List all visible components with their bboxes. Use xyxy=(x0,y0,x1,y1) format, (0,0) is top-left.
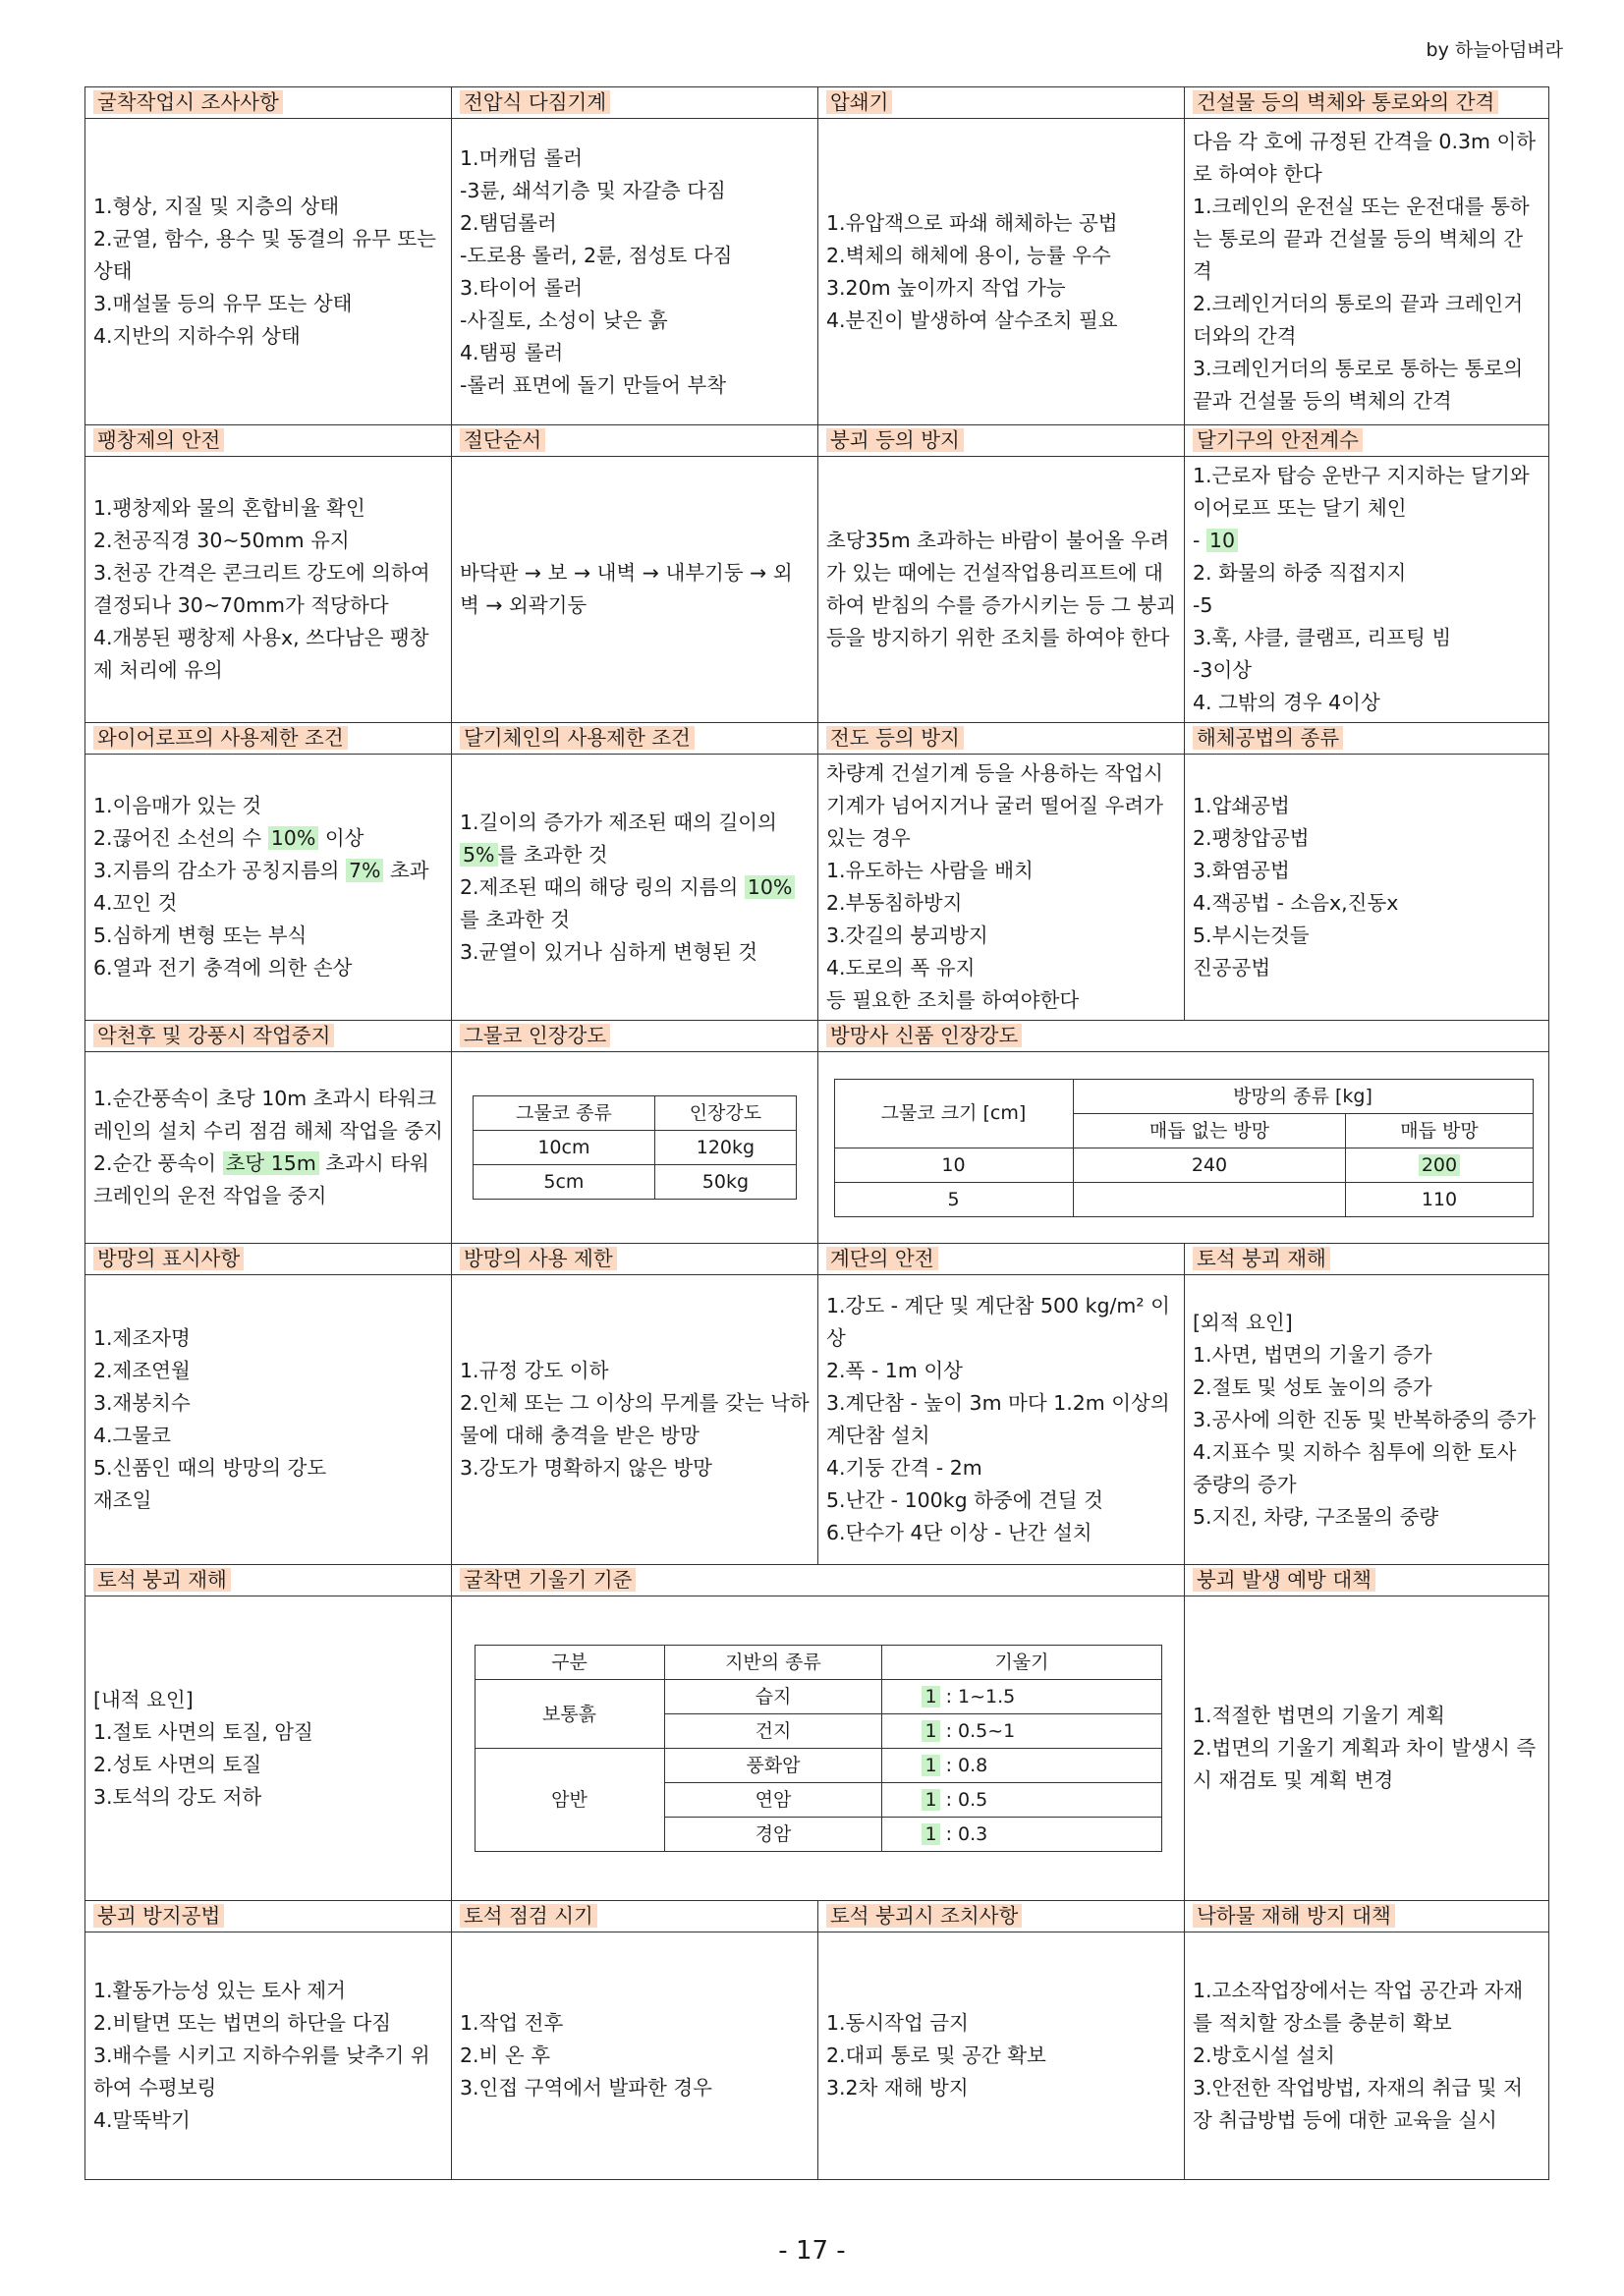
text-line: 3.갓길의 붕괴방지 xyxy=(826,924,988,947)
section-title: 절단순서 xyxy=(460,428,545,452)
slope-cell xyxy=(882,1749,1161,1783)
section-title: 토석 점검 시기 xyxy=(460,1904,597,1928)
text-line: 3.20m 높이까지 작업 가능 xyxy=(826,275,1066,300)
text-line: 3.크레인거더의 통로로 통하는 통로의 끝과 건설물 등의 벽체의 간격 xyxy=(1193,357,1524,413)
section-title: 굴착면 기울기 기준 xyxy=(460,1568,636,1592)
section-title: 붕괴 등의 방지 xyxy=(826,428,964,452)
section-content xyxy=(1193,1307,1540,1534)
section-body-cell xyxy=(1185,1275,1549,1565)
section-title: 낙하물 재해 방지 대책 xyxy=(1193,1904,1395,1928)
section-content xyxy=(460,1355,810,1484)
text-line: 3.배수를 시키고 지하수위를 낮추기 위하여 수평보링 xyxy=(93,2044,430,2100)
slope-cell xyxy=(882,1783,1161,1818)
section-title-cell xyxy=(1185,1244,1549,1275)
section-title-cell xyxy=(452,425,818,457)
section-body-cell xyxy=(818,119,1185,425)
text-line: 3.타이어 롤러 xyxy=(460,275,584,300)
text-line: 2.벽체의 해체에 용이, 능률 우수 xyxy=(826,243,1111,267)
text-line: 1.형상, 지질 및 지층의 상태 xyxy=(93,195,340,218)
section-content xyxy=(826,757,1176,1017)
highlight-value: 200 xyxy=(1419,1154,1460,1176)
text-line: 1.동시작업 금지 xyxy=(826,2011,969,2035)
text-line: 1.유도하는 사람을 배치 xyxy=(826,859,1034,882)
text-line: 바닥판 → 보 → 내벽 → 내부기둥 → 외벽 → 외곽기둥 xyxy=(460,561,793,617)
text-line: 3.2차 재해 방지 xyxy=(826,2076,969,2100)
section-title: 그물코 인장강도 xyxy=(460,1024,610,1047)
table-cell xyxy=(1073,1182,1346,1216)
section-title: 굴착작업시 조사사항 xyxy=(93,90,283,114)
section-title: 팽창제의 안전 xyxy=(93,428,224,452)
section-body-cell xyxy=(452,1596,1185,1901)
text-line: 2.성토 사면의 토질 xyxy=(93,1752,262,1776)
text-line: 1.머캐덤 롤러 xyxy=(460,145,584,170)
text-line: 1.압쇄공법 xyxy=(1193,794,1290,817)
text-line: 3.화염공법 xyxy=(1193,859,1290,882)
page-number: - 17 - xyxy=(778,2236,846,2266)
section-title-cell xyxy=(85,1901,452,1932)
text-line: 1.크레인의 운전실 또는 운전대를 통하는 통로의 끝과 건설물 등의 벽체의 간격 xyxy=(1193,195,1530,283)
text-line: 4.도로의 폭 유지 xyxy=(826,956,976,980)
highlight-value: 10 xyxy=(1206,529,1238,552)
text-line: 1.길이의 증가가 제조된 때의 길이의 5% 를 초과한 것 xyxy=(460,810,777,867)
section-title-cell xyxy=(818,1901,1185,1932)
section-content xyxy=(93,790,443,984)
text-line: 4.기둥 간격 - 2m xyxy=(826,1456,982,1480)
section-title-cell xyxy=(1185,723,1549,755)
section-title-cell xyxy=(85,1565,452,1596)
text-line: 2.방호시설 설치 xyxy=(1193,2044,1335,2067)
table-header: 지반의 종류 xyxy=(664,1646,882,1680)
text-line: 등 필요한 조치를 하여야한다 xyxy=(826,988,1080,1012)
text-line: 1.이음매가 있는 것 xyxy=(93,794,262,817)
section-body-cell xyxy=(85,1596,452,1901)
text-line: 2.균열, 함수, 용수 및 동결의 유무 또는 상태 xyxy=(93,227,436,283)
section-title: 전압식 다짐기계 xyxy=(460,90,610,114)
table-row xyxy=(834,1148,1533,1182)
slope-ratio-base: 1 xyxy=(922,1789,939,1811)
section-title-cell xyxy=(85,1244,452,1275)
table-cell: 습지 xyxy=(664,1680,882,1714)
section-body-row xyxy=(85,119,1549,425)
table-cell: 경암 xyxy=(664,1818,882,1852)
text-line: 5.심하게 변형 또는 부식 xyxy=(93,924,308,947)
section-title: 전도 등의 방지 xyxy=(826,726,964,750)
section-content xyxy=(460,142,810,402)
table-header: 방망의 종류 [kg] xyxy=(1073,1079,1533,1113)
data-table xyxy=(473,1095,797,1200)
highlight-value: 7% xyxy=(346,859,384,882)
section-title: 건설물 등의 벽체와 통로와의 간격 xyxy=(1193,90,1498,114)
text-line: 2.순간 풍속이 초당 15m 초과시 타워크레인의 운전 작업을 중지 xyxy=(93,1151,429,1207)
text-line: 4.말뚝박기 xyxy=(93,2108,191,2132)
table-cell: 120kg xyxy=(654,1131,796,1165)
text-line: 4.탬핑 롤러 xyxy=(460,340,564,364)
section-title-cell xyxy=(85,1021,452,1052)
section-title: 붕괴 방지공법 xyxy=(93,1904,224,1928)
slope-ratio-value: : 1~1.5 xyxy=(939,1686,1016,1708)
section-title: 악천후 및 강풍시 작업중지 xyxy=(93,1024,334,1047)
table-header: 인장강도 xyxy=(654,1096,796,1131)
text-line: 1.절토 사면의 토질, 암질 xyxy=(93,1719,313,1744)
text-line: -3이상 xyxy=(1193,658,1253,682)
section-body-cell xyxy=(818,1932,1185,2180)
section-title-cell xyxy=(452,87,818,119)
section-title-cell xyxy=(1185,1901,1549,1932)
section-body-cell xyxy=(1185,457,1549,723)
text-line: 4.지표수 및 지하수 침투에 의한 토사 중량의 증가 xyxy=(1193,1439,1517,1496)
section-title-cell xyxy=(1185,87,1549,119)
slope-ratio-value: : 0.5 xyxy=(939,1789,988,1811)
text-line: 4.꼬인 것 xyxy=(93,891,178,915)
text-line: -롤러 표면에 돌기 만들어 부착 xyxy=(460,372,727,397)
table-header: 그물코 종류 xyxy=(474,1096,655,1131)
section-title: 계단의 안전 xyxy=(826,1247,938,1270)
text-line: 3.훅, 샤클, 클램프, 리프팅 빔 xyxy=(1193,626,1452,649)
text-line: 4.개봉된 팽창제 사용x, 쓰다남은 팽창제 처리에 유의 xyxy=(93,626,429,682)
text-line: 3.재봉치수 xyxy=(93,1391,191,1415)
text-line: 1.사면, 법면의 기울기 증가 xyxy=(1193,1342,1432,1367)
text-line: 2. 화물의 하중 직접지지 xyxy=(1193,561,1407,585)
slope-ratio-value: : 0.8 xyxy=(939,1755,988,1776)
section-header-row xyxy=(85,425,1549,457)
section-content xyxy=(1193,460,1540,719)
text-line: 3.토석의 강도 저하 xyxy=(93,1784,262,1809)
text-line: 5.난간 - 100kg 하중에 견딜 것 xyxy=(826,1488,1103,1512)
section-title-cell xyxy=(1185,425,1549,457)
section-content xyxy=(826,1290,1176,1549)
section-content xyxy=(826,2007,1176,2104)
slope-ratio-base: 1 xyxy=(922,1823,939,1845)
section-title-cell xyxy=(452,1021,818,1052)
table-cell: 10 xyxy=(834,1148,1073,1182)
section-title-cell xyxy=(818,1244,1185,1275)
highlight-value: 10% xyxy=(745,875,796,899)
section-title-cell xyxy=(452,723,818,755)
text-line: 2.탬덤롤러 xyxy=(460,210,557,235)
slope-ratio-base: 1 xyxy=(922,1720,939,1742)
table-group-label: 암반 xyxy=(475,1749,664,1852)
section-content xyxy=(1193,126,1540,418)
section-content xyxy=(826,525,1176,654)
text-line: 5.신품인 때의 방망의 강도 xyxy=(93,1456,327,1480)
section-title-cell xyxy=(818,1021,1549,1052)
text-line: -3륜, 쇄석기층 및 자갈층 다짐 xyxy=(460,178,726,202)
text-line: 6.단수가 4단 이상 - 난간 설치 xyxy=(826,1521,1092,1544)
text-line: 1.작업 전후 xyxy=(460,2011,564,2035)
text-line: 1.고소작업장에서는 작업 공간과 자재를 적치할 장소를 충분히 확보 xyxy=(1193,1979,1524,2035)
section-body-cell xyxy=(85,1932,452,2180)
text-line: 4.잭공법 - 소음x,진동x xyxy=(1193,891,1399,915)
slope-ratio-base: 1 xyxy=(922,1755,939,1776)
section-content xyxy=(1193,1975,1540,2137)
section-title-cell xyxy=(1185,1565,1549,1596)
text-line: 1.규정 강도 이하 xyxy=(460,1359,609,1382)
table-cell: 50kg xyxy=(654,1165,796,1200)
text-line: 2.팽창압공법 xyxy=(1193,826,1310,850)
section-title: 붕괴 발생 예방 대책 xyxy=(1193,1568,1375,1592)
section-body-cell xyxy=(818,457,1185,723)
text-line: 1.유압잭으로 파쇄 해체하는 공법 xyxy=(826,210,1118,235)
table-row xyxy=(474,1131,797,1165)
section-title-cell xyxy=(452,1244,818,1275)
table-header-row xyxy=(834,1079,1533,1113)
section-body-row xyxy=(85,755,1549,1021)
highlight-value: 초당 15m xyxy=(223,1151,319,1175)
section-content xyxy=(93,1684,443,1814)
text-line: 1.활동가능성 있는 토사 제거 xyxy=(93,1979,346,2002)
section-body-cell xyxy=(452,119,818,425)
text-line: 2.절토 및 성토 높이의 증가 xyxy=(1193,1374,1432,1399)
table-row xyxy=(834,1182,1533,1216)
table-cell: 110 xyxy=(1346,1182,1533,1216)
text-line: 2.대피 통로 및 공간 확보 xyxy=(826,2044,1046,2067)
text-line: [외적 요인] xyxy=(1193,1310,1293,1334)
section-title: 방망의 사용 제한 xyxy=(460,1247,617,1270)
slope-ratio-value: : 0.3 xyxy=(939,1823,988,1845)
section-body-cell xyxy=(1185,119,1549,425)
section-body-cell xyxy=(452,457,818,723)
text-line: 6.열과 전기 충격에 의한 손상 xyxy=(93,956,353,980)
text-line: - 10 xyxy=(1193,525,1540,557)
section-body-cell xyxy=(452,1052,818,1244)
table-header-row xyxy=(474,1096,797,1131)
text-line: 3.공사에 의한 진동 및 반복하중의 증가 xyxy=(1193,1407,1537,1431)
section-content xyxy=(93,1975,443,2137)
section-body-cell xyxy=(85,1052,452,1244)
text-line: 2.제조연월 xyxy=(93,1359,191,1382)
text-line: 4.그물코 xyxy=(93,1424,171,1447)
text-line: 진공공법 xyxy=(1193,956,1271,980)
section-content xyxy=(93,1322,443,1517)
section-content xyxy=(1193,790,1540,984)
slope-ratio-value: : 0.5~1 xyxy=(939,1720,1016,1742)
table-cell: 풍화암 xyxy=(664,1749,882,1783)
section-body-row xyxy=(85,1932,1549,2180)
text-line: [내적 요인] xyxy=(93,1687,194,1711)
section-body-cell xyxy=(1185,1932,1549,2180)
section-title: 토석 붕괴 재해 xyxy=(1193,1247,1330,1270)
text-line: 2.제조된 때의 해당 링의 지름의 10%를 초과한 것 xyxy=(460,871,810,936)
section-body-cell xyxy=(818,755,1185,1021)
section-body-cell xyxy=(818,1275,1185,1565)
section-body-cell xyxy=(85,119,452,425)
section-title: 달기구의 안전계수 xyxy=(1193,428,1363,452)
table-header: 구분 xyxy=(475,1646,664,1680)
text-line: 1.근로자 탑승 운반구 지지하는 달기와이어로프 또는 달기 체인 xyxy=(1193,464,1530,520)
section-content xyxy=(93,191,443,353)
table-row xyxy=(475,1749,1161,1783)
section-header-row xyxy=(85,1244,1549,1275)
section-content xyxy=(460,807,810,969)
section-title: 방망의 표시사항 xyxy=(93,1247,244,1270)
data-table xyxy=(475,1645,1162,1852)
section-content xyxy=(1193,1700,1540,1797)
text-line: 4.분진이 발생하여 살수조치 필요 xyxy=(826,308,1118,332)
table-cell: 연암 xyxy=(664,1783,882,1818)
section-title-cell xyxy=(452,1901,818,1932)
text-line: 1.순간풍속이 초당 10m 초과시 타워크레인의 설치 수리 점검 해체 작업을 중지 xyxy=(93,1087,443,1143)
highlight-value: 10% xyxy=(268,826,319,850)
section-header-row xyxy=(85,87,1549,119)
section-header-row xyxy=(85,1565,1549,1596)
table-group-label: 보통흙 xyxy=(475,1680,664,1749)
section-title: 방망사 신품 인장강도 xyxy=(826,1024,1022,1047)
text-line: 1.팽창제와 물의 혼합비율 확인 xyxy=(93,496,365,520)
table-cell: 건지 xyxy=(664,1714,882,1749)
text-line: 3.강도가 명확하지 않은 방망 xyxy=(460,1456,712,1480)
text-line: 3.지름의 감소가 공칭지름의 7% 초과 xyxy=(93,859,429,882)
data-table xyxy=(834,1079,1534,1217)
text-line: -사질토, 소성이 낮은 흙 xyxy=(460,308,668,332)
table-cell xyxy=(1346,1148,1533,1182)
text-line: 1.적절한 법면의 기울기 계획 xyxy=(1193,1704,1445,1727)
section-body-cell xyxy=(1185,755,1549,1021)
slope-cell xyxy=(882,1818,1161,1852)
text-line: 5.지진, 차량, 구조물의 중량 xyxy=(1193,1504,1439,1529)
section-title-cell xyxy=(818,723,1185,755)
section-body-cell xyxy=(85,1275,452,1565)
table-cell: 10cm xyxy=(474,1131,655,1165)
section-header-row xyxy=(85,1021,1549,1052)
table-header: 기울기 xyxy=(882,1646,1161,1680)
text-line: 2.인체 또는 그 이상의 무게를 갖는 낙하물에 대해 충격을 받은 방망 xyxy=(460,1391,810,1447)
table-cell: 5 xyxy=(834,1182,1073,1216)
section-body-row xyxy=(85,457,1549,723)
section-title: 압쇄기 xyxy=(826,90,892,114)
section-title-cell xyxy=(85,723,452,755)
section-body-cell xyxy=(85,457,452,723)
text-line: 초당35m 초과하는 바람이 불어올 우려가 있는 때에는 건설작업용리프트에 대하여 받침의 수를 증가시키는 등 그 붕괴 등을 방지하기 위한 조치를 하여야 한다 xyxy=(826,529,1176,649)
section-content xyxy=(460,557,810,622)
table-header-row xyxy=(475,1646,1161,1680)
section-title-cell xyxy=(818,87,1185,119)
section-body-cell xyxy=(1185,1596,1549,1901)
section-title-cell xyxy=(818,425,1185,457)
section-body-cell xyxy=(452,1932,818,2180)
section-content xyxy=(93,1083,443,1212)
table-row xyxy=(475,1680,1161,1714)
summary-grid xyxy=(84,86,1549,2180)
slope-cell xyxy=(882,1714,1161,1749)
section-content xyxy=(460,2007,810,2104)
section-body-cell xyxy=(818,1052,1549,1244)
text-line: 2.폭 - 1m 이상 xyxy=(826,1359,963,1382)
text-line: 3.매설물 등의 유무 또는 상태 xyxy=(93,292,353,315)
table-row xyxy=(474,1165,797,1200)
section-title-cell xyxy=(452,1565,1185,1596)
section-title: 달기체인의 사용제한 조건 xyxy=(460,726,695,750)
table-header: 매듭 없는 방망 xyxy=(1073,1113,1346,1148)
slope-cell xyxy=(882,1680,1161,1714)
table-cell: 240 xyxy=(1073,1148,1346,1182)
text-line: 차량계 건설기계 등을 사용하는 작업시 기계가 넘어지거나 굴러 떨어질 우려가 있는 경우 xyxy=(826,761,1163,850)
text-line: 3.안전한 작업방법, 자재의 취급 및 저장 취급방법 등에 대한 교육을 실시 xyxy=(1193,2076,1523,2132)
text-line: 3.인접 구역에서 발파한 경우 xyxy=(460,2076,712,2100)
text-line: 2.비탈면 또는 법면의 하단을 다짐 xyxy=(93,2011,392,2035)
text-line: 2.비 온 후 xyxy=(460,2044,551,2067)
text-line: 3.계단참 - 높이 3m 마다 1.2m 이상의 계단참 설치 xyxy=(826,1391,1170,1447)
text-line: 4.지반의 지하수위 상태 xyxy=(93,324,301,348)
text-line: 2.천공직경 30~50mm 유지 xyxy=(93,529,350,552)
text-line: 2.크레인거더의 통로의 끝과 크레인거더와의 간격 xyxy=(1193,292,1524,348)
section-title: 토석 붕괴 재해 xyxy=(93,1568,231,1592)
text-line: 3.균열이 있거나 심하게 변형된 것 xyxy=(460,939,758,964)
section-header-row xyxy=(85,1901,1549,1932)
text-line: -도로용 롤러, 2륜, 점성토 다짐 xyxy=(460,243,733,267)
section-title-cell xyxy=(85,425,452,457)
author-credit: by 하늘아덤벼라 xyxy=(1426,39,1563,61)
text-line: -5 xyxy=(1193,593,1213,617)
text-line: 1.제조자명 xyxy=(93,1326,191,1350)
table-header: 매듭 방망 xyxy=(1346,1113,1533,1148)
section-title: 토석 붕괴시 조치사항 xyxy=(826,1904,1022,1928)
section-title-cell xyxy=(85,87,452,119)
text-line: 2.법면의 기울기 계획과 차이 발생시 즉시 재검토 및 계획 변경 xyxy=(1193,1736,1537,1792)
text-line: 5.부시는것들 xyxy=(1193,924,1310,947)
section-header-row xyxy=(85,723,1549,755)
table-header: 그물코 크기 [cm] xyxy=(834,1079,1073,1148)
text-line: 다음 각 호에 규정된 간격을 0.3m 이하로 하여야 한다 xyxy=(1193,130,1537,186)
text-line: 3.천공 간격은 콘크리트 강도에 의하여 결정되나 30~70mm가 적당하다 xyxy=(93,561,430,617)
text-line: 2.끊어진 소선의 수 10% 이상 xyxy=(93,826,364,850)
highlight-value: 5% xyxy=(460,843,498,867)
section-body-row xyxy=(85,1052,1549,1244)
section-body-cell xyxy=(85,755,452,1021)
section-body-row xyxy=(85,1275,1549,1565)
section-body-cell xyxy=(452,755,818,1021)
section-title: 해체공법의 종류 xyxy=(1193,726,1343,750)
text-line: 1.강도 - 계단 및 계단참 500 kg/m² 이상 xyxy=(826,1294,1170,1350)
section-body-cell xyxy=(452,1275,818,1565)
section-body-row xyxy=(85,1596,1549,1901)
section-title: 와이어로프의 사용제한 조건 xyxy=(93,726,348,750)
text-line: 2.부동침하방지 xyxy=(826,891,963,915)
section-content xyxy=(826,207,1176,337)
section-content xyxy=(93,492,443,687)
slope-ratio-base: 1 xyxy=(922,1686,939,1708)
text-line: 4. 그밖의 경우 4이상 xyxy=(1193,691,1380,714)
table-cell: 5cm xyxy=(474,1165,655,1200)
text-line: 재조일 xyxy=(93,1488,152,1512)
